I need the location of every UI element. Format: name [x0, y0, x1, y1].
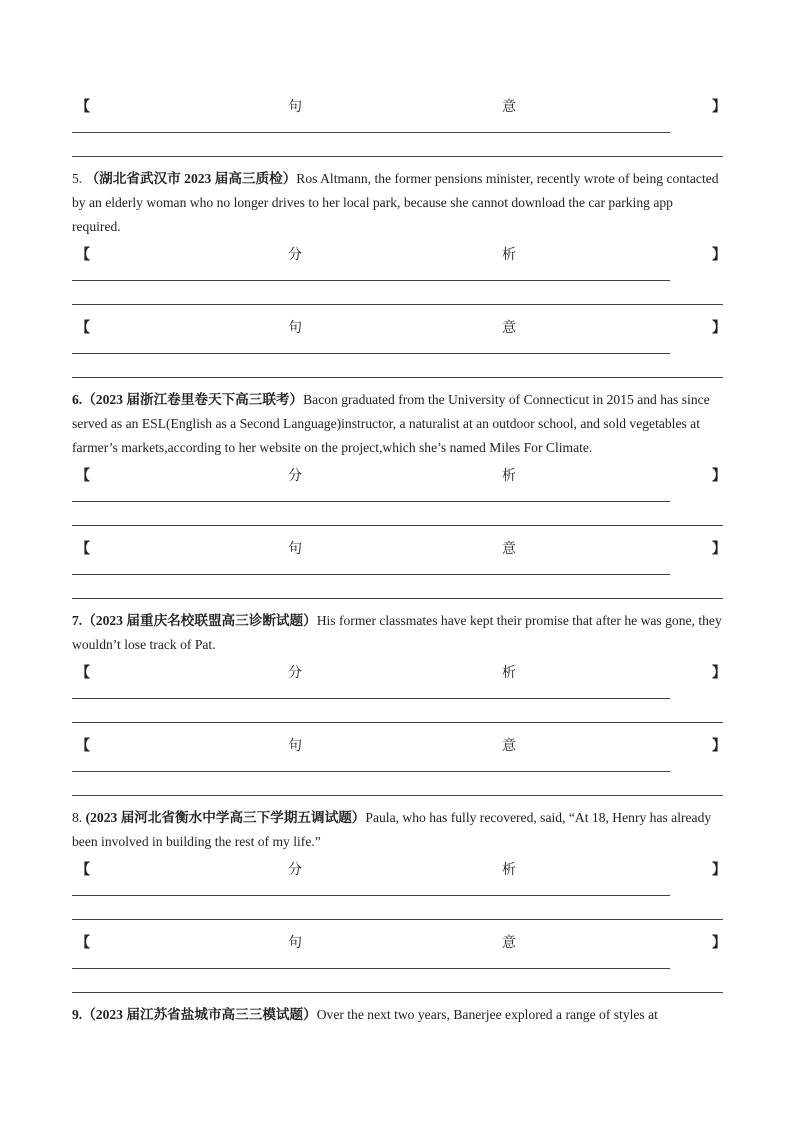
label-char: 意: [502, 100, 516, 115]
question-9: [72, 1003, 724, 1027]
label-char: 句: [288, 100, 302, 115]
left-bracket: 【: [76, 666, 90, 681]
answer-line: [72, 795, 723, 796]
answer-line: [72, 501, 670, 502]
answer-line: [72, 698, 670, 699]
analysis-header: [72, 465, 726, 485]
right-bracket: 】: [712, 863, 726, 878]
question-number: 8.: [72, 810, 86, 825]
answer-line: [72, 574, 670, 575]
label-char: 析: [502, 863, 516, 878]
question-number: 7.: [72, 613, 83, 628]
right-bracket: 】: [712, 100, 726, 115]
answer-line: [72, 132, 670, 133]
question-5: [72, 167, 724, 239]
question-source: （湖北省武汉市 2023 届高三质检）: [85, 171, 297, 186]
label-char: 句: [288, 321, 302, 336]
answer-line: [72, 992, 723, 993]
question-text: Ros Altmann, the former pensions minister, recently wrote of being contacted by an elderly woman who no longer drives to her local park, because she cannot download the car parking app required.: [72, 171, 719, 234]
question-number: 9.: [72, 1007, 83, 1022]
right-bracket: 】: [712, 666, 726, 681]
label-char: 分: [288, 469, 302, 484]
question-source: （2023 届江苏省盐城市高三三模试题）: [82, 1007, 317, 1022]
label-char: 句: [288, 936, 302, 951]
left-bracket: 【: [76, 248, 90, 263]
left-bracket: 【: [76, 100, 90, 115]
question-source: （2023 届重庆名校联盟高三诊断试题）: [82, 613, 317, 628]
left-bracket: 【: [76, 542, 90, 557]
answer-line: [72, 156, 723, 157]
right-bracket: 】: [712, 739, 726, 754]
right-bracket: 】: [712, 542, 726, 557]
label-char: 分: [288, 666, 302, 681]
sentence-meaning-header: [72, 317, 726, 337]
left-bracket: 【: [76, 936, 90, 951]
label-char: 意: [502, 936, 516, 951]
label-char: 意: [502, 321, 516, 336]
right-bracket: 】: [712, 469, 726, 484]
answer-line: [72, 280, 670, 281]
left-bracket: 【: [76, 863, 90, 878]
label-char: 句: [288, 542, 302, 557]
answer-line: [72, 968, 670, 969]
analysis-header: [72, 859, 726, 879]
question-number: 6.: [72, 392, 83, 407]
question-text: Over the next two years, Banerjee explored a range of styles at: [316, 1007, 658, 1022]
answer-line: [72, 722, 723, 723]
answer-line: [72, 919, 723, 920]
analysis-header: [72, 244, 726, 264]
question-8: [72, 806, 724, 854]
sentence-meaning-header: [72, 538, 726, 558]
right-bracket: 】: [712, 321, 726, 336]
label-char: 意: [502, 542, 516, 557]
analysis-header: [72, 662, 726, 682]
answer-line: [72, 771, 670, 772]
question-6: [72, 388, 724, 460]
answer-line: [72, 304, 723, 305]
question-number: 5.: [72, 171, 86, 186]
left-bracket: 【: [76, 739, 90, 754]
label-char: 分: [288, 863, 302, 878]
label-char: 析: [502, 248, 516, 263]
answer-line: [72, 377, 723, 378]
answer-line: [72, 895, 670, 896]
question-7: [72, 609, 724, 657]
answer-line: [72, 598, 723, 599]
label-char: 析: [502, 469, 516, 484]
question-text: Paula, who has fully recovered, said, “At 18, Henry has already been involved in building the rest of my life.”: [72, 810, 712, 849]
label-char: 句: [288, 739, 302, 754]
sentence-meaning-header: [72, 932, 726, 952]
answer-line: [72, 353, 670, 354]
question-text: His former classmates have kept their promise that after he was gone, they wouldn’t lose track of Pat.: [72, 613, 722, 652]
left-bracket: 【: [76, 321, 90, 336]
answer-line: [72, 525, 723, 526]
right-bracket: 】: [712, 248, 726, 263]
label-char: 析: [502, 666, 516, 681]
label-char: 分: [288, 248, 302, 263]
question-text: Bacon graduated from the University of Connecticut in 2015 and has since served as an ESL(English as a Second Language)instructor, a naturalist at an outdoor school, and sold vegetables at farmer’s markets,according to her website on the project,which she’s named Miles For Climate.: [72, 392, 710, 455]
sentence-meaning-header: [72, 96, 726, 116]
sentence-meaning-header: [72, 735, 726, 755]
right-bracket: 】: [712, 936, 726, 951]
question-source: (2023 届河北省衡水中学高三下学期五调试题）: [85, 810, 366, 825]
question-source: （2023 届浙江卷里卷天下高三联考）: [82, 392, 304, 407]
label-char: 意: [502, 739, 516, 754]
left-bracket: 【: [76, 469, 90, 484]
